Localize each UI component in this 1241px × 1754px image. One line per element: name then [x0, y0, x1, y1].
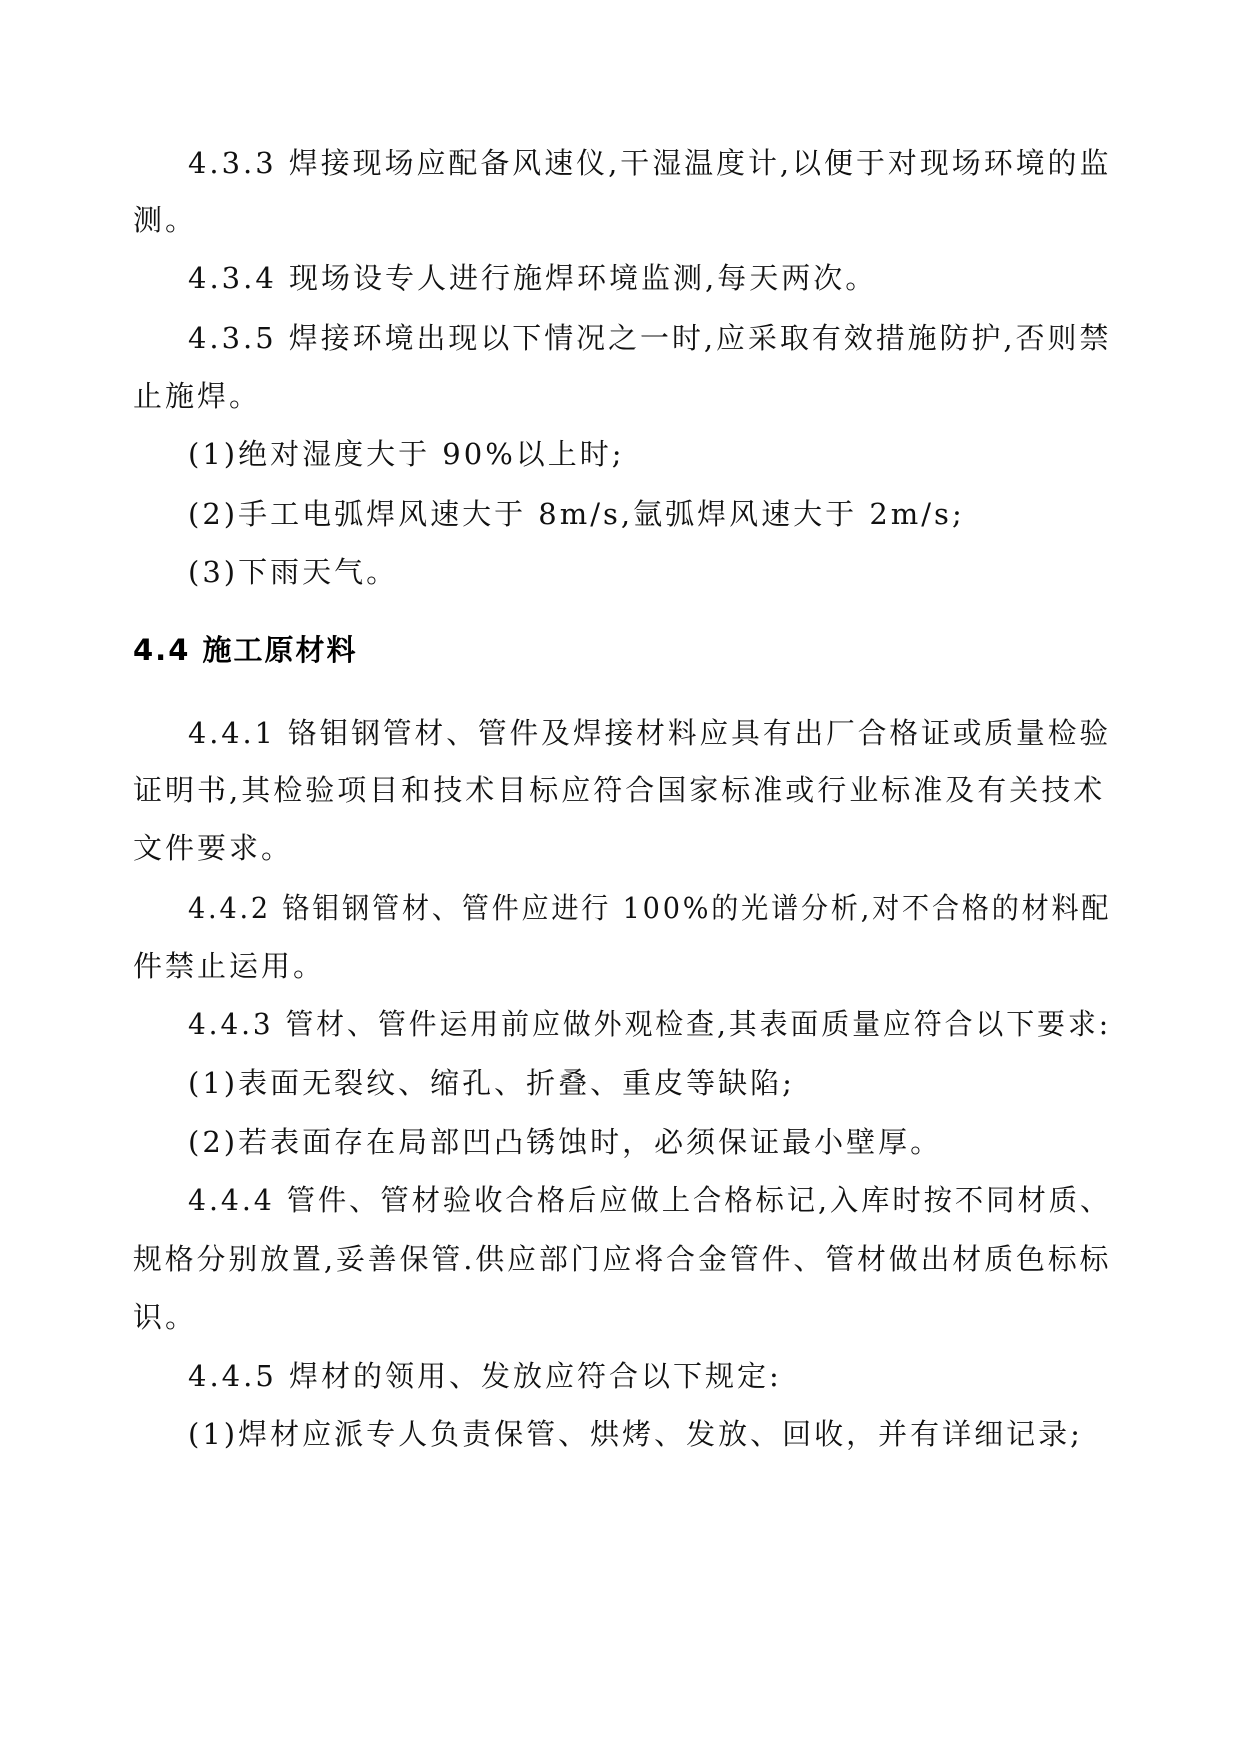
paragraph-4-3-3-line-2: 测。 — [133, 203, 198, 237]
paragraph-4-3-5-line-1: 4.3.5 焊接环境出现以下情况之一时,应采取有效措施防护,否则禁 — [188, 321, 1112, 355]
paragraph-4-3-4: 4.3.4 现场设专人进行施焊环境监测,每天两次。 — [188, 261, 878, 295]
paragraph-4-4-1-line-1: 4.4.1 铬钼钢管材、管件及焊接材料应具有出厂合格证或质量检验 — [188, 716, 1112, 750]
list-item-4-4-3-1: (1)表面无裂纹、缩孔、折叠、重皮等缺陷; — [188, 1066, 795, 1100]
paragraph-4-4-3: 4.4.3 管材、管件运用前应做外观检查,其表面质量应符合以下要求: — [188, 1007, 1112, 1041]
paragraph-4-4-4-line-3: 识。 — [133, 1300, 198, 1334]
paragraph-4-4-1-line-3: 文件要求。 — [133, 831, 294, 865]
list-item-4-3-5-3: (3)下雨天气。 — [188, 555, 399, 589]
list-item-4-3-5-1: (1)绝对湿度大于 90%以上时; — [188, 437, 625, 471]
paragraph-4-4-5: 4.4.5 焊材的领用、发放应符合以下规定: — [188, 1359, 782, 1393]
paragraph-4-4-2-line-1: 4.4.2 铬钼钢管材、管件应进行 100%的光谱分析,对不合格的材料配 — [188, 891, 1112, 925]
list-item-4-4-3-2: (2)若表面存在局部凹凸锈蚀时，必须保证最小壁厚。 — [188, 1125, 943, 1159]
paragraph-4-4-4-line-2: 规格分别放置,妥善保管.供应部门应将合金管件、管材做出材质色标标 — [133, 1242, 1112, 1276]
paragraph-4-3-5-line-2: 止施焊。 — [133, 379, 262, 413]
section-heading-4-4: 4.4 施工原材料 — [133, 633, 358, 667]
paragraph-4-4-4-line-1: 4.4.4 管件、管材验收合格后应做上合格标记,入库时按不同材质、 — [188, 1183, 1112, 1217]
list-item-4-3-5-2: (2)手工电弧焊风速大于 8m/s,氩弧焊风速大于 2m/s; — [188, 497, 965, 531]
paragraph-4-3-3-line-1: 4.3.3 焊接现场应配备风速仪,干湿温度计,以便于对现场环境的监 — [188, 146, 1112, 180]
paragraph-4-4-1-line-2: 证明书,其检验项目和技术目标应符合国家标准或行业标准及有关技术 — [133, 773, 1106, 807]
list-item-4-4-5-1: (1)焊材应派专人负责保管、烘烤、发放、回收，并有详细记录; — [188, 1417, 1083, 1451]
paragraph-4-4-2-line-2: 件禁止运用。 — [133, 949, 326, 983]
